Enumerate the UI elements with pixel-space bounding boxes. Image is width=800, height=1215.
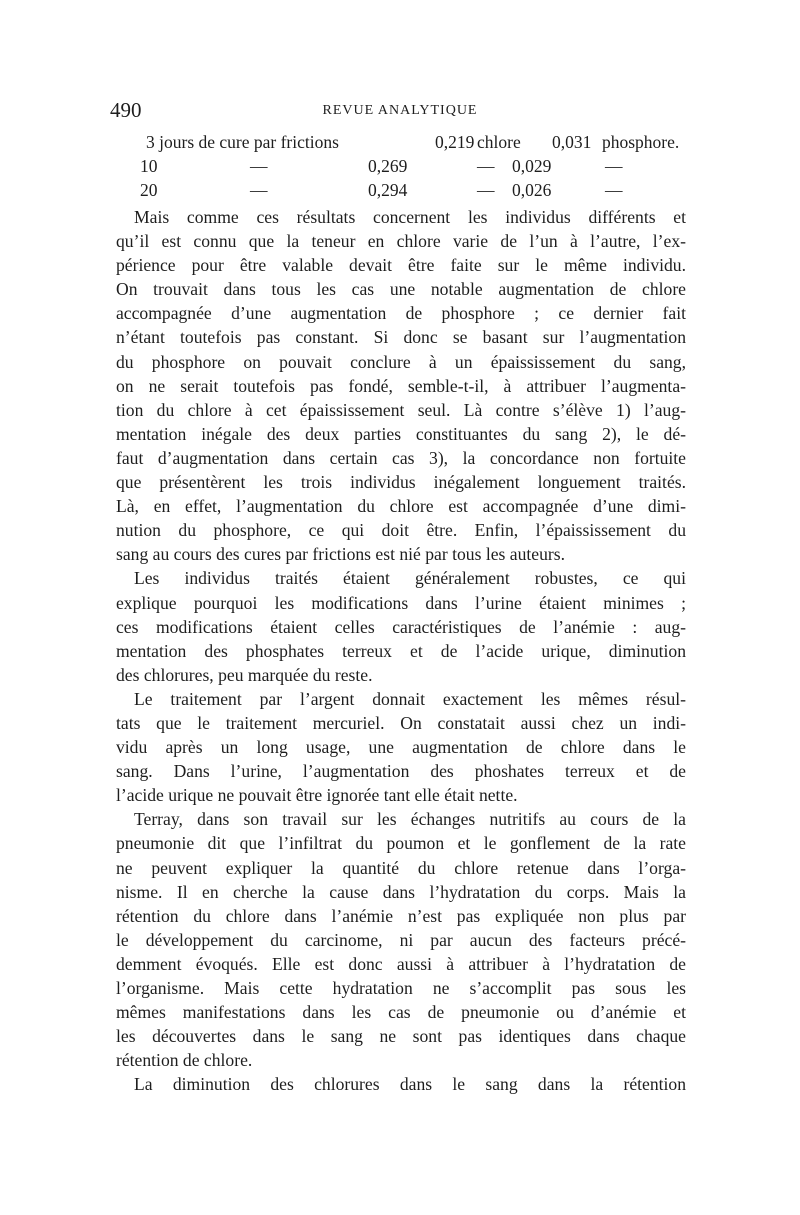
text-line: mêmes manifestations dans les cas de pneumonie ou d’anémie et <box>116 1002 686 1023</box>
running-title: REVUE ANALYTIQUE <box>322 103 478 118</box>
text-line: sang. Dans l’urine, l’augmentation des phoshates terreux et de <box>116 761 686 782</box>
measurement-table <box>110 130 690 202</box>
table-cell: — <box>605 156 623 176</box>
table-cell: phosphore. <box>602 132 680 152</box>
table-cell: 0,029 <box>512 156 552 176</box>
table-cell: 20 <box>140 180 158 200</box>
text-line: La diminution des chlorures dans le sang dans la rétention <box>134 1074 686 1095</box>
table-cell: 10 <box>140 156 158 176</box>
table-cell: 0,219 <box>435 132 475 152</box>
text-line: ces modifications étaient celles caractéristiques de l’anémie : aug- <box>116 616 686 637</box>
table-row <box>110 154 690 178</box>
text-line: du phosphore on pouvait conclure à un épaississement du sang, <box>116 351 686 372</box>
text-line: demment évoqués. Elle est donc aussi à attribuer à l’hydratation de <box>116 953 686 974</box>
text-line: mentation des phosphates terreux et de l’acide urique, diminution <box>116 640 686 661</box>
text-line: des chlorures, peu marquée du reste. <box>116 664 373 685</box>
table-row <box>110 130 690 154</box>
body-text <box>116 205 686 1096</box>
text-line: périence pour être valable devait être faite sur le même individu. <box>116 255 686 276</box>
text-line: faut d’augmentation dans certain cas 3), la concordance non fortuite <box>116 447 686 468</box>
text-line: n’étant toutefois pas constant. Si donc se basant sur l’augmentation <box>116 327 686 348</box>
text-line: nisme. Il en cherche la cause dans l’hydratation du corps. Mais la <box>116 881 686 902</box>
text-line: On trouvait dans tous les cas une notable augmentation de chlore <box>116 279 686 300</box>
text-line: Le traitement par l’argent donnait exactement les mêmes résul- <box>134 688 686 709</box>
text-line: Les individus traités étaient généralement robustes, ce qui <box>134 568 686 589</box>
text-line: rétention du chlore dans l’anémie n’est pas expliquée non plus par <box>116 905 686 926</box>
table-cell: — <box>250 180 268 200</box>
text-line: qu’il est connu que la teneur en chlore varie de l’un à l’autre, l’ex- <box>116 231 686 252</box>
page-number: 490 <box>110 98 142 122</box>
table-cell: 0,269 <box>368 156 408 176</box>
text-line: mentation inégale des deux parties constituantes du sang 2), le dé- <box>116 423 686 444</box>
text-line: que présentèrent les trois individus inégalement longuement traités. <box>116 472 686 493</box>
text-line: tion du chlore à cet épaississement seul. Là contre s’élève 1) l’aug- <box>116 399 686 420</box>
table-cell: chlore <box>477 132 521 152</box>
text-line: le développement du carcinome, ni par aucun des facteurs précé- <box>116 929 686 950</box>
text-line: nution du phosphore, ce qui doit être. Enfin, l’épaississement du <box>116 520 686 541</box>
table-cell: 0,031 <box>552 132 592 152</box>
text-line: sang au cours des cures par frictions est nié par tous les auteurs. <box>116 544 565 565</box>
text-line: l’organisme. Mais cette hydratation ne s’accomplit pas sous les <box>116 978 686 998</box>
text-line: Là, en effet, l’augmentation du chlore est accompagnée d’une dimi- <box>116 496 686 517</box>
text-line: accompagnée d’une augmentation de phosphore ; ce dernier fait <box>116 303 686 324</box>
table-cell: — <box>250 156 268 176</box>
table-row <box>110 178 690 202</box>
page-header <box>110 98 690 126</box>
text-line: on ne serait toutefois pas fondé, semble-t-il, à attribuer l’augmenta- <box>116 375 686 396</box>
table-cell: 3 jours de cure par frictions <box>146 132 339 152</box>
text-line: pneumonie dit que l’infiltrat du poumon et le gonflement de la rate <box>116 833 686 854</box>
text-line: tats que le traitement mercuriel. On constatait aussi chez un indi- <box>116 712 686 733</box>
text-line: Terray, dans son travail sur les échanges nutritifs au cours de la <box>134 809 686 830</box>
table-cell: 0,026 <box>512 180 552 200</box>
text-line: explique pourquoi les modifications dans l’urine étaient minimes ; <box>116 592 686 613</box>
text-line: rétention de chlore. <box>116 1050 253 1071</box>
table-cell: — <box>477 180 495 200</box>
text-line: vidu après un long usage, une augmentation de chlore dans le <box>116 737 686 758</box>
table-cell: — <box>477 156 495 176</box>
table-cell: — <box>605 180 623 200</box>
text-line: les découvertes dans le sang ne sont pas identiques dans chaque <box>116 1026 686 1047</box>
text-line: ne peuvent expliquer la quantité du chlore retenue dans l’orga- <box>116 857 686 878</box>
text-line: l’acide urique ne pouvait être ignorée tant elle était nette. <box>116 785 518 806</box>
table-cell: 0,294 <box>368 180 408 200</box>
text-line: Mais comme ces résultats concernent les individus différents et <box>134 207 686 227</box>
